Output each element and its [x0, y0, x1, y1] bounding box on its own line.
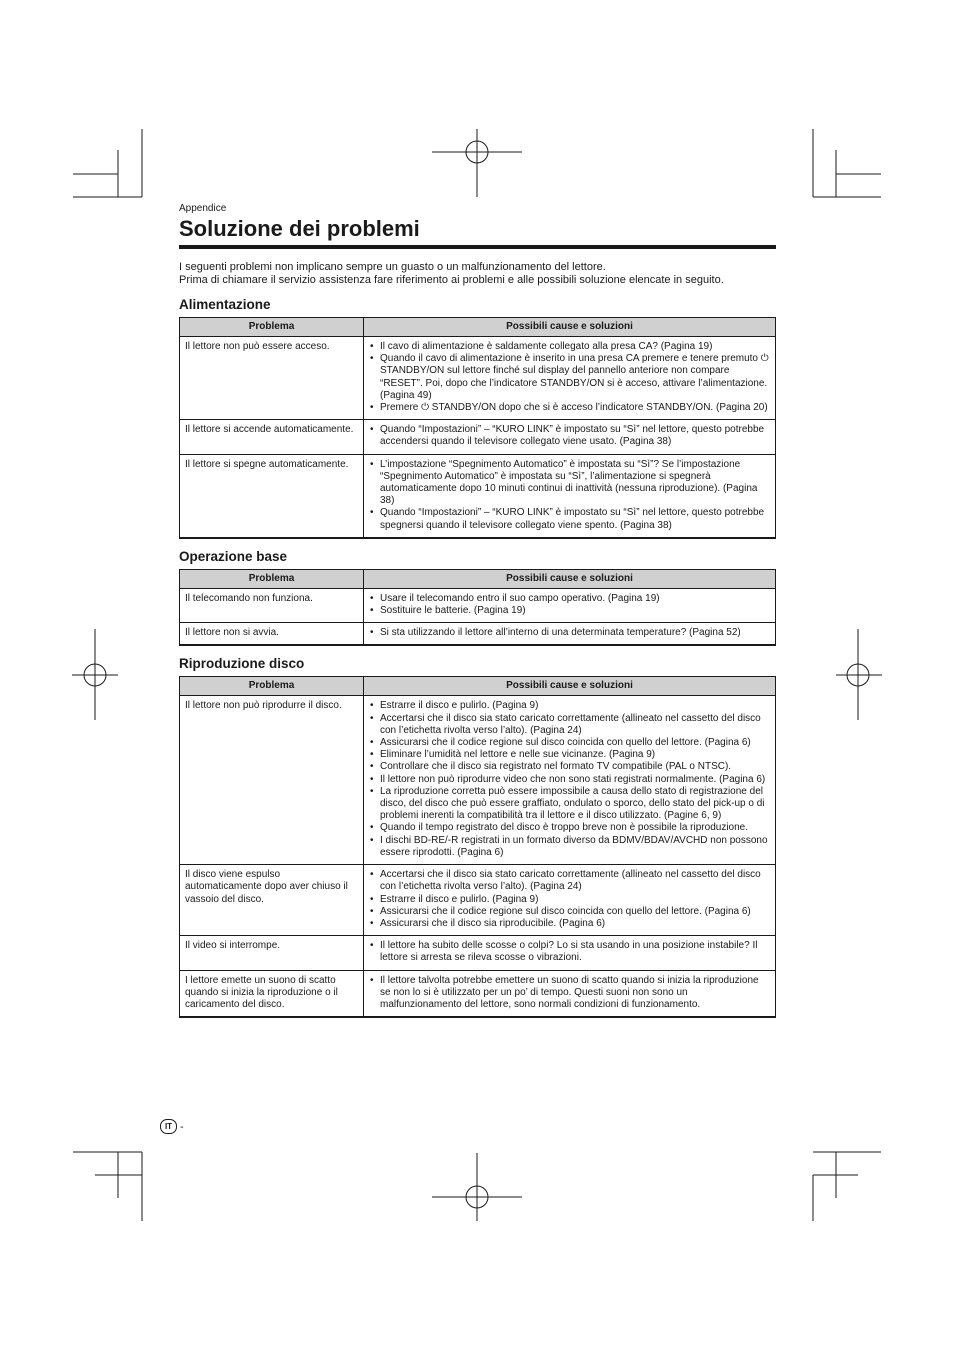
solution-item: • Estrarre il disco e pulirlo. (Pagina 9) — [369, 894, 770, 906]
troubleshooting-table — [179, 676, 776, 1018]
troubleshooting-table — [179, 317, 776, 539]
troubleshooting-table — [179, 569, 776, 647]
section-heading: Alimentazione — [179, 297, 271, 312]
section-heading: Operazione base — [179, 548, 288, 564]
table-row — [180, 588, 776, 622]
page-content — [179, 203, 776, 1018]
solutions-cell — [364, 623, 776, 646]
table-row — [180, 337, 776, 420]
problem-cell: Il telecomando non funziona. — [180, 588, 364, 622]
solution-item: • Quando “Impostazioni” – “KURO LINK” è impostato su “Sì” nel lettore, questo potrebbe accendersi quando il televisore collegato viene usato. (Pagina 38) — [369, 424, 770, 448]
solution-item: • Assicurarsi che il codice regione sul disco coincida con quello del lettore. (Pagina 6) — [369, 906, 770, 918]
solutions-list — [369, 869, 770, 930]
solution-item: • Sostituire le batterie. (Pagina 19) — [369, 605, 770, 617]
column-header-solutions: Possibili cause e soluzioni — [364, 318, 776, 337]
solution-item: • Premere ⏻ STANDBY/ON dopo che si è acceso l’indicatore STANDBY/ON. (Pagina 20) — [369, 402, 770, 414]
table-row — [180, 420, 776, 454]
problem-cell: Il lettore non si avvia. — [180, 623, 364, 646]
solutions-list — [369, 940, 770, 964]
solutions-cell — [364, 588, 776, 622]
solution-item: • Controllare che il disco sia registrato nel formato TV compatibile (PAL o NTSC). — [369, 761, 770, 773]
table-row — [180, 865, 776, 936]
troubleshooting-sections — [179, 297, 776, 1018]
table-header-row — [180, 318, 776, 337]
problem-cell: Il lettore si spegne automaticamente. — [180, 454, 364, 538]
table-header-row — [180, 569, 776, 588]
problem-cell: Il lettore si accende automaticamente. — [180, 420, 364, 454]
page-footer — [160, 1119, 184, 1134]
problem-cell: Il lettore non può essere acceso. — [180, 337, 364, 420]
solution-item: • Estrarre il disco e pulirlo. (Pagina 9) — [369, 700, 770, 712]
solutions-list — [369, 975, 770, 1012]
solutions-cell — [364, 936, 776, 970]
table-row — [180, 970, 776, 1017]
solutions-cell — [364, 970, 776, 1017]
column-header-problem: Problema — [180, 677, 364, 696]
problem-cell: Il video si interrompe. — [180, 936, 364, 970]
solution-item: • Eliminare l’umidità nel lettore e nelle sue vicinanze. (Pagina 9) — [369, 749, 770, 761]
intro-line: Prima di chiamare il servizio assistenza fare riferimento ai problemi e alle possibili soluzione elencate in seguito. — [179, 274, 724, 286]
table-row — [180, 623, 776, 646]
solution-item: • Assicurarsi che il codice regione sul disco coincida con quello del lettore. (Pagina 6) — [369, 737, 770, 749]
problem-cell: Il lettore non può riprodurre il disco. — [180, 696, 364, 865]
solution-item: • Accertarsi che il disco sia stato caricato correttamente (allineato nel cassetto del disco con l’etichetta rivolta verso l’alto). (Pagina 24) — [369, 713, 770, 737]
column-header-problem: Problema — [180, 318, 364, 337]
solutions-list — [369, 593, 770, 617]
table-row — [180, 936, 776, 970]
section-label: Appendice — [179, 203, 227, 214]
solution-item: • Il lettore talvolta potrebbe emettere un suono di scatto quando si inizia la riproduzione se non lo si è utilizzato per un po’ di tempo. Questi suoni non sono un malfunzionamento del lettore, sono normali condizioni di funzionamento. — [369, 975, 770, 1012]
solutions-list — [369, 700, 770, 859]
solutions-cell — [364, 420, 776, 454]
problem-cell: I lettore emette un suono di scatto quando si inizia la riproduzione o il caricamento del disco. — [180, 970, 364, 1017]
solutions-list — [369, 627, 770, 639]
solution-item: • Quando il cavo di alimentazione è inserito in una presa CA premere e tenere premuto ⏻ STANDBY/ON sul lettore finché sul display del pannello anteriore non compare “RESET”. Poi, dopo che l’indicatore STANDBY/ON si è acceso, attivare l’alimentazione. (Pagina 49) — [369, 353, 770, 402]
solutions-cell — [364, 454, 776, 538]
column-header-problem: Problema — [180, 569, 364, 588]
solutions-cell — [364, 696, 776, 865]
table-row — [180, 454, 776, 538]
column-header-solutions: Possibili cause e soluzioni — [364, 569, 776, 588]
intro-line: I seguenti problemi non implicano sempre un guasto o un malfunzionamento del lettore. — [179, 261, 606, 273]
solutions-list — [369, 459, 770, 532]
solution-item: • Si sta utilizzando il lettore all’interno di una determinata temperature? (Pagina 52) — [369, 627, 770, 639]
solution-item: • Usare il telecomando entro il suo campo operativo. (Pagina 19) — [369, 593, 770, 605]
section-heading: Riproduzione disco — [179, 656, 305, 672]
solutions-cell — [364, 865, 776, 936]
solutions-list — [369, 424, 770, 448]
solution-item: • I dischi BD-RE/-R registrati in un formato diverso da BDMV/BDAV/AVCHD non possono essere riprodotti. (Pagina 6) — [369, 835, 770, 859]
solution-item: • Quando il tempo registrato del disco è troppo breve non è possibile la riproduzione. — [369, 822, 770, 834]
solution-item: • Il lettore ha subito delle scosse o colpi? Lo si sta usando in una posizione instabile? Il lettore si arresta se rileva scosse o vibrazioni. — [369, 940, 770, 964]
table-row — [180, 696, 776, 865]
solution-item: • Il cavo di alimentazione è saldamente collegato alla presa CA? (Pagina 19) — [369, 341, 770, 353]
page-title: Soluzione dei problemi — [179, 216, 776, 249]
solution-item: • Il lettore non può riprodurre video che non sono stati registrati normalmente. (Pagina 6) — [369, 774, 770, 786]
solution-item: • Accertarsi che il disco sia stato caricato correttamente (allineato nel cassetto del disco con l’etichetta rivolta verso l’alto). (Pagina 24) — [369, 869, 770, 893]
solution-item: • Quando “Impostazioni” – “KURO LINK” è impostato su “Sì” nel lettore, questo potrebbe spegnersi quando il televisore collegato viene spento. (Pagina 38) — [369, 507, 770, 531]
solution-item: • Assicurarsi che il disco sia riproducibile. (Pagina 6) — [369, 918, 770, 930]
intro-text — [179, 261, 776, 287]
problem-cell: Il disco viene espulso automaticamente dopo aver chiuso il vassoio del disco. — [180, 865, 364, 936]
solution-item: • L’impostazione “Spegnimento Automatico” è impostata su “Sì”? Se l’impostazione “Spegnimento Automatico” è impostata su “Sì”, l’alimentazione si spegnerà automaticamente dopo 10 minuti continui di inattività (nessuna riproduzione). (Pagina 38) — [369, 459, 770, 508]
language-badge: IT — [160, 1119, 177, 1134]
solutions-cell — [364, 337, 776, 420]
page-number: - — [180, 1120, 184, 1133]
solution-item: • La riproduzione corretta può essere impossibile a causa dello stato di registrazione del disco, del disco che può essere graffiato, ondulato o sporco, dello stato del pick-up o di problemi inerenti la compatibilità tra il lettore e il disco utilizzato. (Pagine 6, 9) — [369, 786, 770, 823]
solutions-list — [369, 341, 770, 414]
column-header-solutions: Possibili cause e soluzioni — [364, 677, 776, 696]
table-header-row — [180, 677, 776, 696]
